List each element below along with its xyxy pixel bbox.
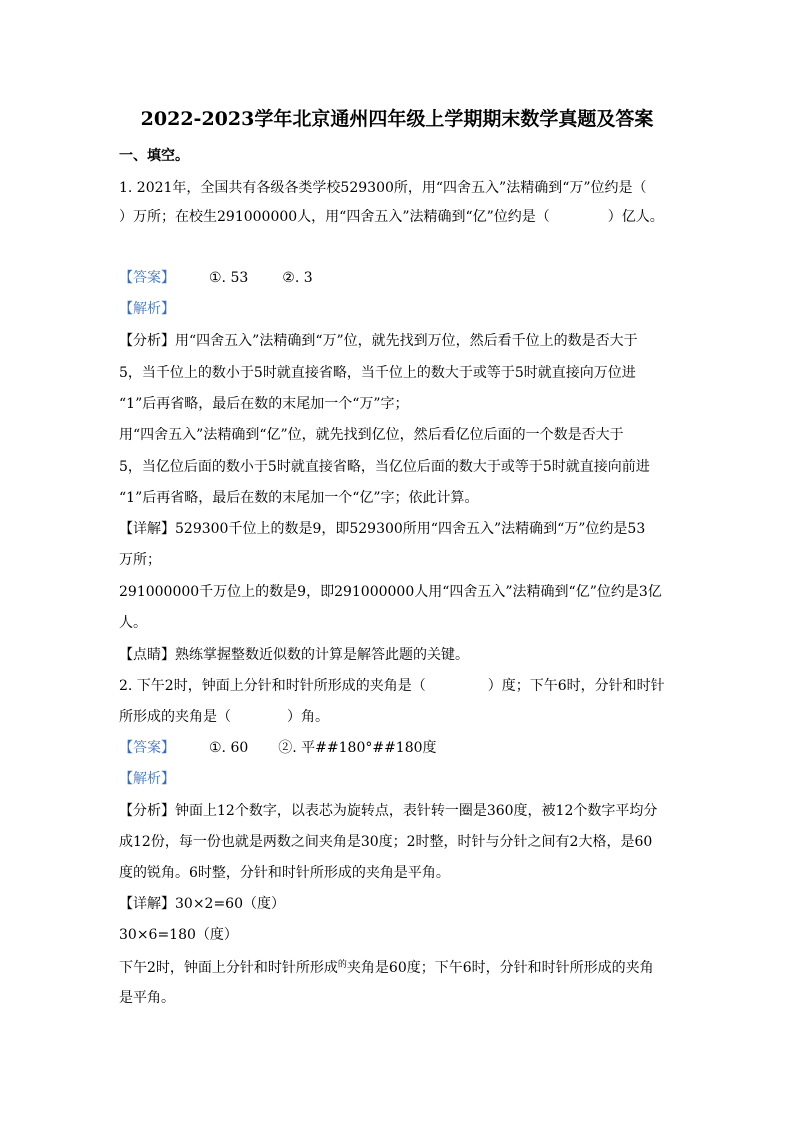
q1-answer-1: ①. 53 <box>209 270 249 286</box>
q2-answer-line <box>119 738 437 758</box>
q1-fenxi-5: 5，当亿位后面的数小于5时就直接省略，当亿位后面的数大于或等于5时就直接向前进 <box>119 459 650 475</box>
q1-line-2-b: ）亿人。 <box>607 209 664 225</box>
section-heading: 一、填空。 <box>119 148 189 164</box>
q1-answer-2: ②. 3 <box>282 270 313 286</box>
q1-fenxi-4: 用“四舍五入”法精确到“亿”位，就先找到亿位，然后看亿位后面的一个数是否大于 <box>119 427 624 443</box>
dianjing-tag: 【点睛】 <box>119 647 175 663</box>
q2-line-1-b: ）度；下午6时，分针和时针 <box>487 678 665 694</box>
q1-xiangjie-2: 万所； <box>119 552 161 568</box>
q2-xiangjie-3-a: 下午2时，钟面上分针和时针所形成 <box>119 960 338 976</box>
q1-xiangjie-3: 291000000千万位上的数是9，即291000000人用“四舍五入”法精确到“亿”位约是3亿 <box>119 584 662 600</box>
q1-xiangjie-1 <box>119 519 645 539</box>
q1-line-2-a: ）万所；在校生291000000人，用“四舍五入”法精确到“亿”位约是（ <box>119 209 550 225</box>
q1-fenxi-2: 5，当千位上的数小于5时就直接省略，当千位上的数大于或等于5时就直接向万位进 <box>119 365 636 381</box>
q2-xiangjie-3-b: 夹角是60度；下午6时，分针和时针所形成的夹角 <box>346 960 654 976</box>
answer-tag-2: 【答案】 <box>119 740 175 756</box>
q1-analysis-tag: 【解析】 <box>119 301 175 317</box>
q1-fenxi-6: “1”后再省略，最后在数的末尾加一个“亿”字；依此计算。 <box>119 490 479 506</box>
q2-line-1-a: 2. 下午2时，钟面上分针和时针所形成的夹角是（ <box>119 678 426 694</box>
q1-xiangjie-4: 人。 <box>119 615 147 631</box>
q2-answer-2: ②. 平##180°##180度 <box>278 740 437 756</box>
q1-dianjing <box>119 645 469 665</box>
q2-xiangjie-2: 30×6=180（度） <box>119 927 238 943</box>
q2-answer-1: ①. 60 <box>209 740 249 756</box>
q1-dianjing-text: 熟练掌握整数近似数的计算是解答此题的关键。 <box>175 647 469 663</box>
q2-line-2-b: ）角。 <box>287 709 329 725</box>
q1-answer-line <box>119 268 313 288</box>
page-title: 2022-2023学年北京通州四年级上学期期末数学真题及答案 <box>140 108 654 130</box>
q2-xiangjie-3-sup: 的 <box>337 960 347 970</box>
q2-xiangjie-3 <box>119 958 654 980</box>
q2-fenxi-text-1: 钟面上12个数字，以表芯为旋转点，表针转一圈是360度，被12个数字平均分 <box>175 803 658 819</box>
q2-fenxi-2: 成12份，每一份也就是两数之间夹角是30度；2时整，时针与分针之间有2大格，是60 <box>119 834 653 850</box>
q2-xiangjie-4: 是平角。 <box>119 990 175 1006</box>
q1-fenxi-1 <box>119 331 638 351</box>
fenxi-tag: 【分析】 <box>119 333 175 349</box>
q1-xiangjie-text-1: 529300千位上的数是9，即529300所用“四舍五入”法精确到“万”位约是53 <box>175 521 646 537</box>
q2-analysis-tag: 【解析】 <box>119 771 175 787</box>
q2-fenxi-3: 度的锐角。6时整，分针和时针所形成的夹角是平角。 <box>119 865 450 881</box>
q2-fenxi-1 <box>119 801 657 821</box>
fenxi-tag-2: 【分析】 <box>119 803 175 819</box>
q1-line-1: 1. 2021年，全国共有各级各类学校529300所，用“四舍五入”法精确到“万”位约是（ <box>119 180 647 196</box>
q1-fenxi-text-1: 用“四舍五入”法精确到“万”位，就先找到万位，然后看千位上的数是否大于 <box>175 333 638 349</box>
xiangjie-tag-2: 【详解】 <box>119 896 175 912</box>
q1-line-2 <box>119 207 664 227</box>
q1-fenxi-3: “1”后再省略，最后在数的末尾加一个“万”字； <box>119 396 409 412</box>
q2-line-1 <box>119 676 665 696</box>
q2-line-2-a: 所形成的夹角是（ <box>119 709 231 725</box>
answer-tag: 【答案】 <box>119 270 175 286</box>
xiangjie-tag: 【详解】 <box>119 521 175 537</box>
q2-line-2 <box>119 707 329 727</box>
q2-xiangjie-text-1: 30×2=60（度） <box>175 896 285 912</box>
q2-xiangjie-1 <box>119 894 285 914</box>
